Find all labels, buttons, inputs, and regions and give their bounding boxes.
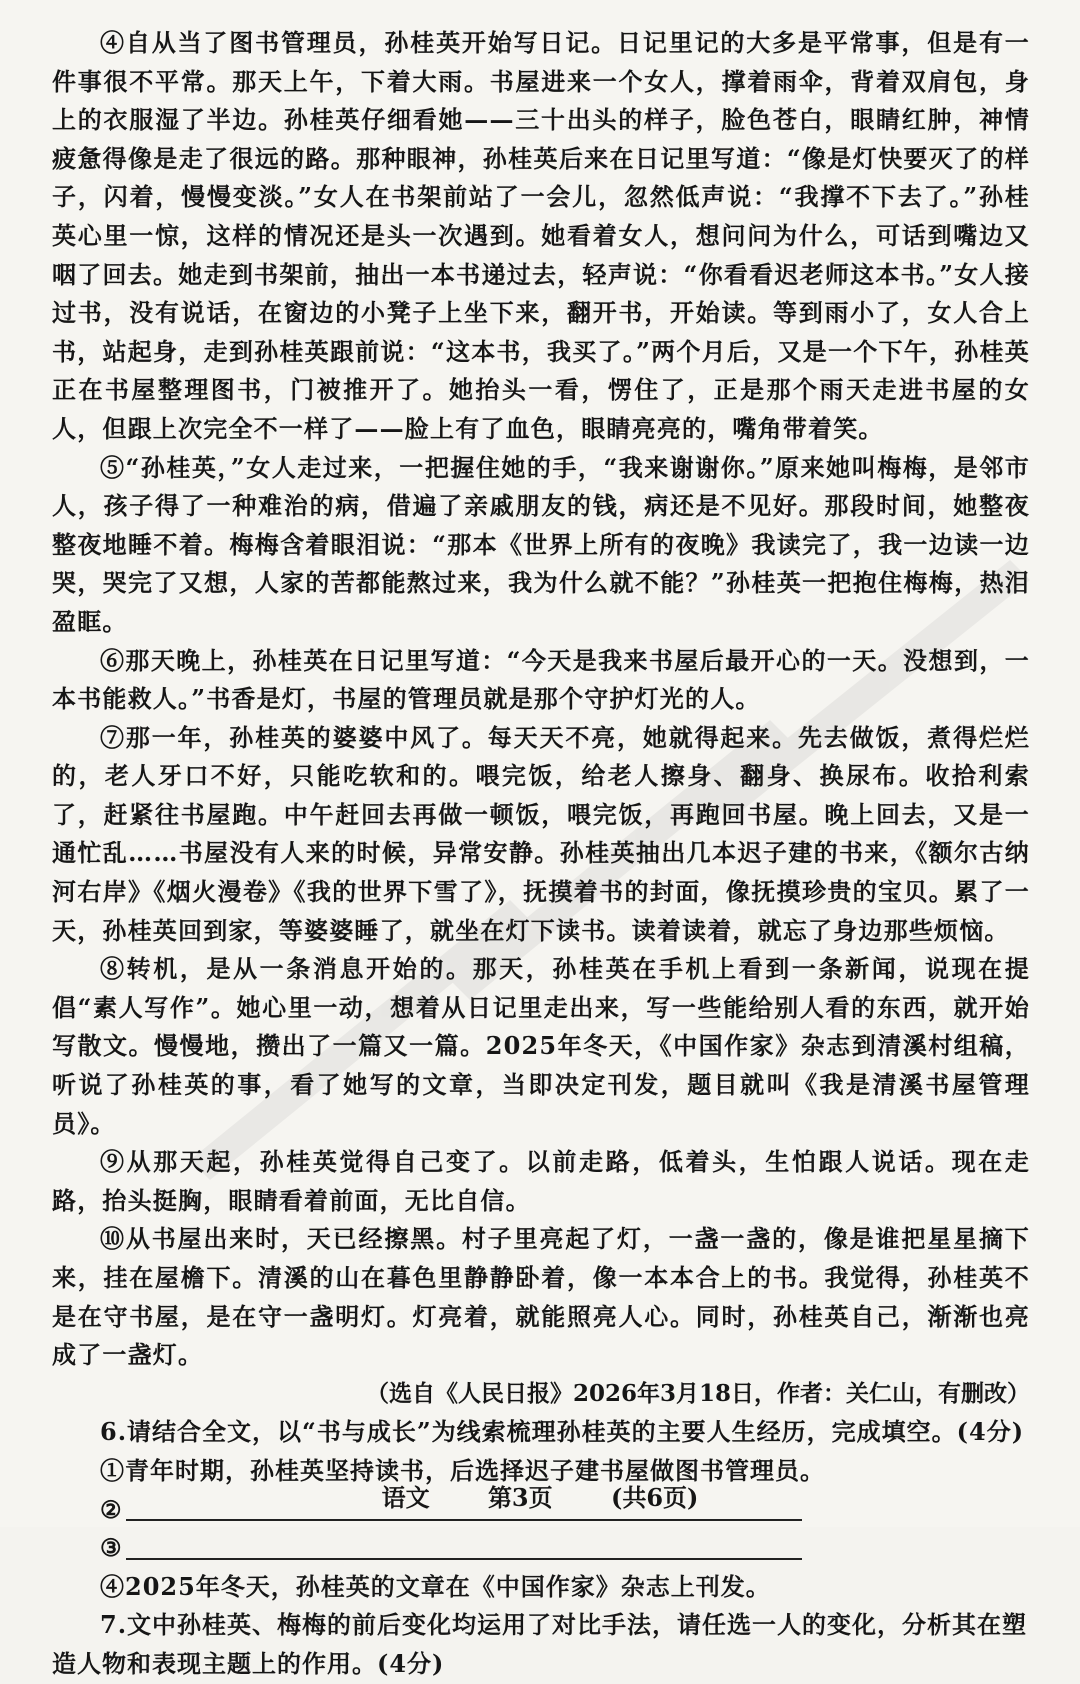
page-footer xyxy=(0,1478,1080,1513)
paragraph-4: ④自从当了图书管理员，孙桂英开始写日记。日记里记的大多是平常事，但是有一件事很不平常。那天上午，下着大雨。书屋进来一个女人，撑着雨伞，背着双肩包，身上的衣服湿了半边。孙桂英仔细看她——三十出头的样子，脸色苍白，眼睛红肿，神情疲惫得像是走了很远的路。那种眼神，孙桂英后来在日记里写道：“像是灯快要灭了的样子，闪着，慢慢变淡。”女人在书架前站了一会儿，忽然低声说：“我撑不下去了。”孙桂英心里一惊，这样的情况还是头一次遇到。她看着女人，想问问为什么，可话到嘴边又咽了回去。她走到书架前，抽出一本书递过去，轻声说：“你看看迟老师这本书。”女人接过书，没有说话，在窗边的小凳子上坐下来，翻开书，开始读。等到雨小了，女人合上书，站起身，走到孙桂英跟前说：“这本书，我买了。”两个月后，又是一个下午，孙桂英正在书屋整理图书，门被推开了。她抬头一看，愣住了，正是那个雨天走进书屋的女人，但跟上次完全不一样了——脸上有了血色，眼睛亮亮的，嘴角带着笑。 xyxy=(52,28,1030,443)
paragraph-9: ⑨从那天起，孙桂英觉得自己变了。以前走路，低着头，生怕跟人说话。现在走路，抬头挺胸，眼睛看着前面，无比自信。 xyxy=(52,1147,1030,1215)
footer-subject: 语文 xyxy=(381,1483,430,1512)
paragraph-5: ⑤“孙桂英，”女人走过来，一把握住她的手，“我来谢谢你。”原来她叫梅梅，是邻市人，孩子得了一种难治的病，借遍了亲戚朋友的钱，病还是不见好。那段时间，她整夜整夜地睡不着。梅梅含着眼泪说：“那本《世界上所有的夜晚》我读完了，我一边读一边哭，哭完了又想，人家的苦都能熬过来，我为什么就不能？”孙桂英一把抱住梅梅，热泪盈眶。 xyxy=(52,452,1030,636)
article-body xyxy=(52,24,1030,1684)
item-3-label: ③ xyxy=(100,1533,122,1563)
question-7-prompt: 7.文中孙桂英、梅梅的前后变化均运用了对比手法，请任选一人的变化，分析其在塑造人物和表现主题上的作用。(4分) xyxy=(52,1610,1028,1678)
question-6-item-4: ④2025年冬天，孙桂英的文章在《中国作家》杂志上刊发。 xyxy=(100,1571,771,1601)
question-6-prompt: 6.请结合全文，以“书与成长”为线索梳理孙桂英的主要人生经历，完成填空。(4分) xyxy=(100,1417,1025,1447)
footer-page-number: 第3页 xyxy=(487,1483,553,1512)
paragraph-8: ⑧转机，是从一条消息开始的。那天，孙桂英在手机上看到一条新闻，说现在提倡“素人写作”。她心里一动，想着从日记里走出来，写一些能给别人看的东西，就开始写散文。慢慢地，攒出了一篇又一篇。2025年冬天，《中国作家》杂志到清溪村组稿，听说了孙桂英的事，看了她写的文章，当即决定刊发，题目就叫《我是清溪书屋管理员》。 xyxy=(52,954,1030,1138)
paragraph-6: ⑥那天晚上，孙桂英在日记里写道：“今天是我来书屋后最开心的一天。没想到，一本书能救人。”书香是灯，书屋的管理员就是那个守护灯光的人。 xyxy=(52,645,1030,714)
question-6-item-3 xyxy=(52,1529,1030,1568)
paragraph-10: ⑩从书屋出来时，天已经擦黑。村子里亮起了灯，一盏一盏的，像是谁把星星摘下来，挂在屋檐下。清溪的山在暮色里静静卧着，像一本本合上的书。我觉得，孙桂英不是在守书屋，是在守一盏明灯。灯亮着，就能照亮人心。同时，孙桂英自己，渐渐也亮成了一盏灯。 xyxy=(52,1224,1030,1370)
footer-total-pages: (共6页) xyxy=(611,1483,699,1512)
item-2-label: ② xyxy=(100,1494,122,1524)
article-source: （选自《人民日报》2026年3月18日，作者：关仁山，有删改） xyxy=(365,1379,1030,1407)
answer-blank-3[interactable] xyxy=(126,1532,802,1560)
paragraph-7: ⑦那一年，孙桂英的婆婆中风了。每天天不亮，她就得起来。先去做饭，煮得烂烂的，老人牙口不好，只能吃软和的。喂完饭，给老人擦身、翻身、换尿布。收拾利索了，赶紧往书屋跑。中午赶回去再做一顿饭，喂完饭，再跑回书屋。晚上回去，又是一通忙乱……书屋没有人来的时候，异常安静。孙桂英抽出几本迟子建的书来，《额尔古纳河右岸》《烟火漫卷》《我的世界下雪了》，抚摸着书的封面，像抚摸珍贵的宝贝。累了一天，孙桂英回到家，等婆婆睡了，就坐在灯下读书。读着读着，就忘了身边那些烦恼。 xyxy=(52,722,1030,945)
question-6-item-1: ①青年时期，孙桂英坚持读书，后选择迟子建书屋做图书管理员。 xyxy=(100,1455,825,1485)
